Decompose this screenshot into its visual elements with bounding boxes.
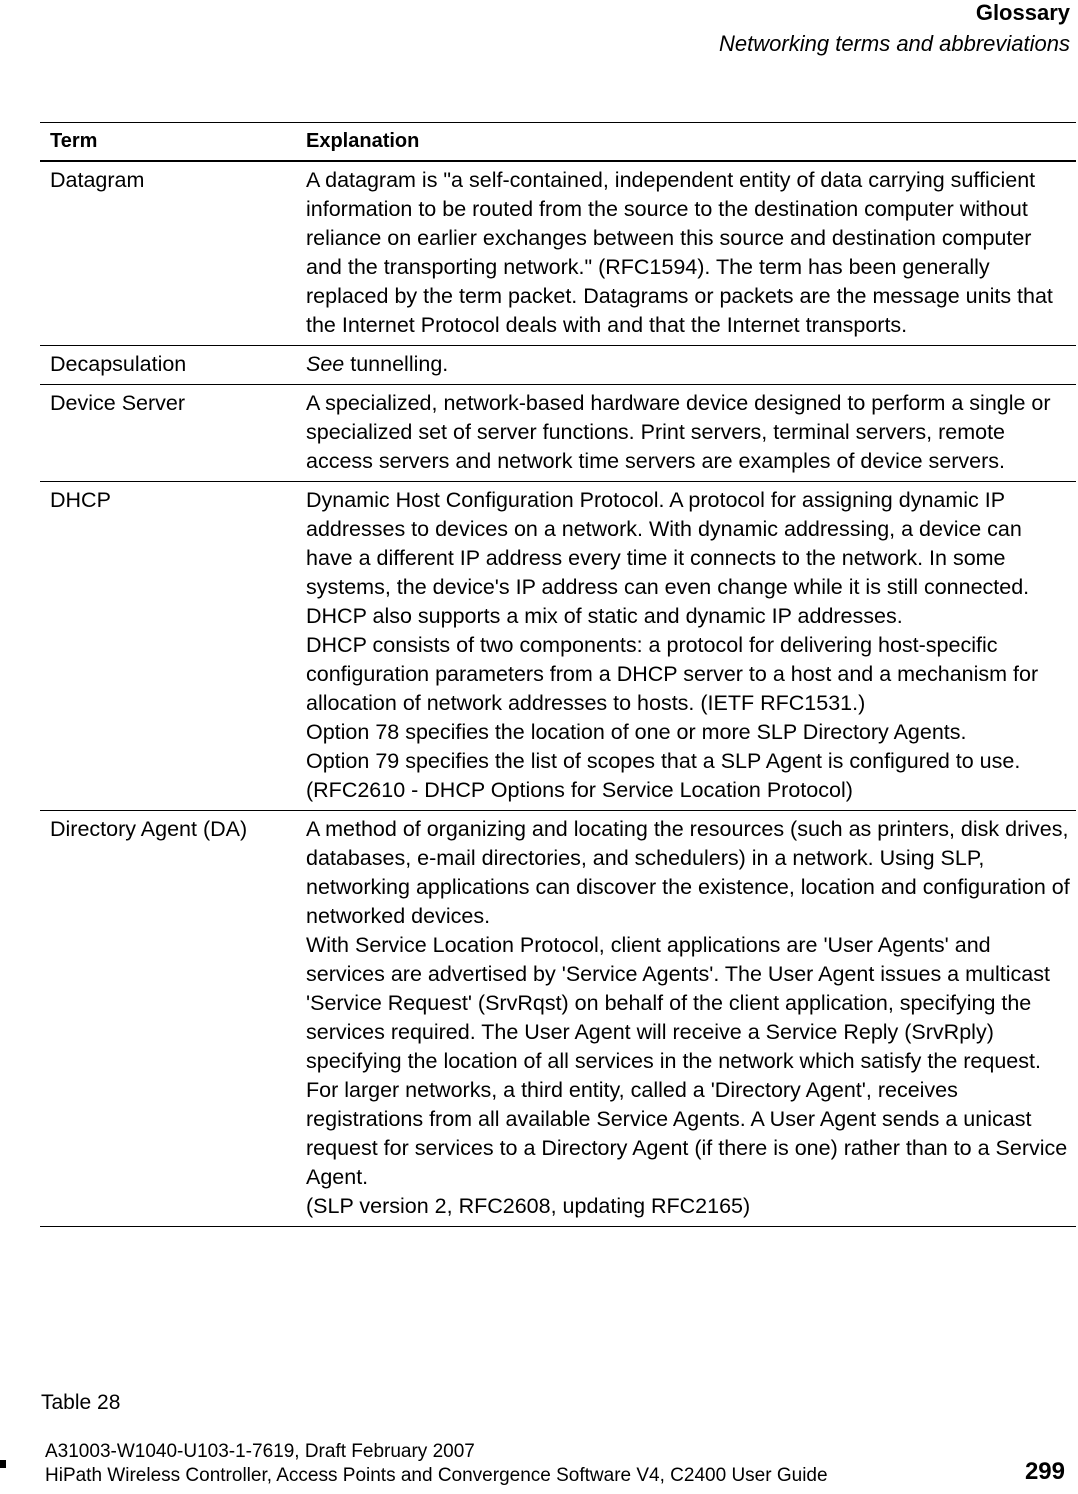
footer-doc-title: HiPath Wireless Controller, Access Points and Convergence Software V4, C2400 User Guide (45, 1465, 828, 1486)
term-cell: Device Server (50, 391, 186, 415)
explanation-line: A method of organizing and locating the resources (such as printers, disk drives, databases, e-mail directories, and schedulers) in a network. Using SLP, networking applications can discover the existence, location and configuration of networked devices. (306, 817, 1070, 928)
page-header (719, 0, 1070, 62)
explanation-line: Dynamic Host Configuration Protocol. A protocol for assigning dynamic IP addresses to devices on a network. With dynamic addressing, a device can have a different IP address every time it connects to the network. In some systems, the device's IP address can even change while it is still connected. DHCP also supports a mix of static and dynamic IP addresses. (306, 488, 1030, 628)
column-header-explanation: Explanation (306, 130, 420, 152)
explanation-cell (306, 346, 1076, 384)
explanation-cell (306, 162, 1076, 345)
see-target: tunnelling. (350, 352, 449, 376)
explanation-line: For larger networks, a third entity, called a 'Directory Agent', receives registrations from all available Service Agents. A User Agent sends a unicast request for services to a Directory Agent (if there is one) rather than to a Service Agent. (306, 1078, 1068, 1189)
term-cell: Decapsulation (50, 352, 187, 376)
see-label: See (306, 352, 345, 376)
table-row (40, 481, 1076, 810)
explanation-line: With Service Location Protocol, client applications are 'User Agents' and services are advertised by 'Service Agents'. The User Agent issues a multicast 'Service Request' (SrvRqst) on behalf of the client application, specifying the services required. The User Agent will receive a Service Reply (SrvRply) specifying the location of all services in the network which satisfy the request. (306, 933, 1050, 1073)
header-title: Glossary (975, 0, 1070, 25)
explanation-cell (306, 811, 1076, 1226)
explanation-line: A specialized, network-based hardware device designed to perform a single or specialized set of server functions. Print servers, terminal servers, remote access servers and network time servers are examples of device servers. (306, 391, 1051, 473)
explanation-line: DHCP consists of two components: a protocol for delivering host-specific configuration parameters from a DHCP server to a host and a mechanism for allocation of network addresses to hosts. (IETF RFC1531.) (306, 633, 1039, 715)
table-row (40, 810, 1076, 1227)
table-header-row (40, 122, 1076, 161)
page-number: 299 (1024, 1458, 1065, 1485)
header-subtitle: Networking terms and abbreviations (719, 31, 1070, 56)
explanation-line: (SLP version 2, RFC2608, updating RFC2165) (306, 1194, 751, 1218)
term-cell: Datagram (50, 168, 145, 192)
glossary-table (40, 122, 1076, 1227)
table-row (40, 161, 1076, 345)
term-cell: DHCP (50, 488, 111, 512)
page-footer (45, 1440, 1073, 1488)
table-caption: Table 28 (41, 1391, 121, 1414)
explanation-line: Option 78 specifies the location of one or more SLP Directory Agents. (306, 720, 967, 744)
explanation-cell (306, 385, 1076, 481)
column-header-term: Term (50, 130, 98, 152)
explanation-line: A datagram is "a self-contained, independent entity of data carrying sufficient information to be routed from the source to the destination computer without reliance on earlier exchanges between this source and destination computer and the transporting network." (RFC1594). The term has been generally replaced by the term packet. Datagrams or packets are the message units that the Internet Protocol deals with and that the Internet transports. (306, 168, 1053, 337)
margin-mark (0, 1460, 6, 1468)
footer-doc-id: A31003-W1040-U103-1-7619, Draft February 2007 (45, 1441, 475, 1462)
explanation-cell (306, 482, 1076, 810)
explanation-line: Option 79 specifies the list of scopes that a SLP Agent is configured to use.(RFC2610 - DHCP Options for Service Location Protocol) (306, 749, 1021, 802)
table-row (40, 384, 1076, 481)
term-cell: Directory Agent (DA) (50, 817, 248, 841)
table-row (40, 345, 1076, 384)
